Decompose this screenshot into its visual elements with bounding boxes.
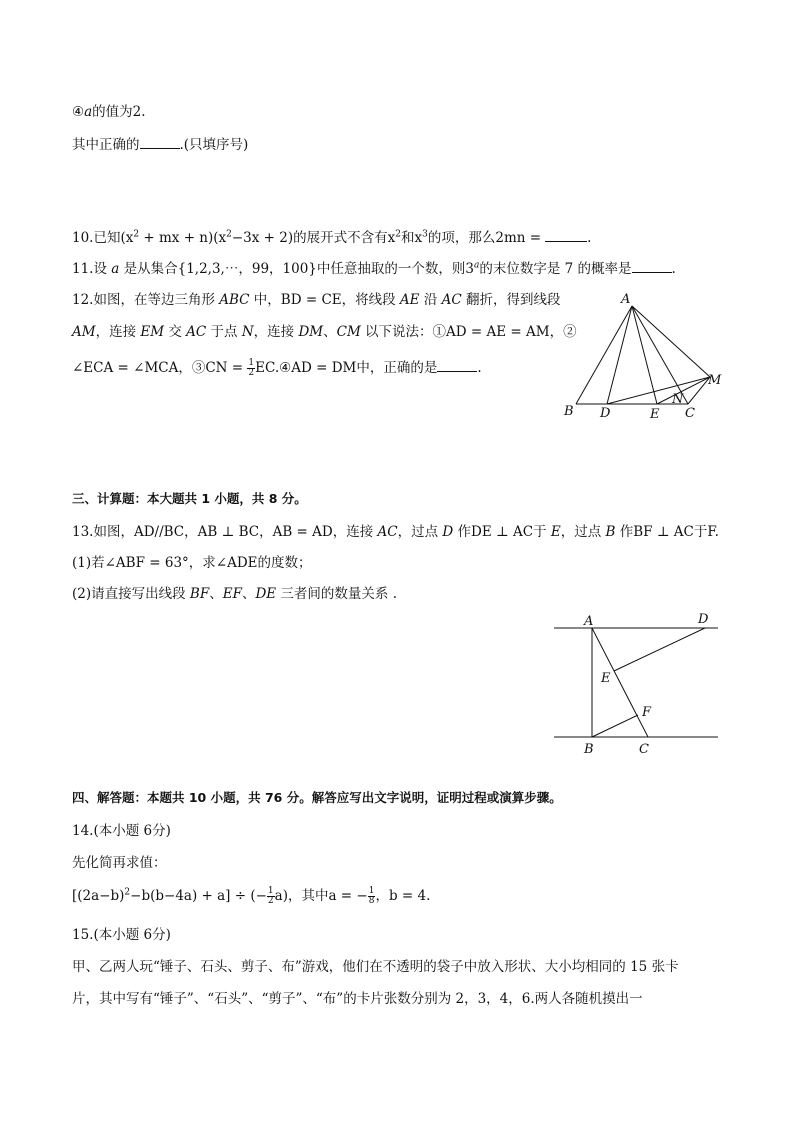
variable: E [550, 524, 561, 540]
segment-ae [632, 306, 657, 404]
text: 、 [209, 586, 223, 602]
text: −3x + 2)的展开式不含有x [231, 230, 396, 246]
text: 、 [241, 586, 256, 602]
variable: CM [336, 324, 361, 340]
segment-dm [607, 377, 710, 404]
question-14-instruction: 先化简再求值： [72, 855, 167, 871]
text: 翻折，得到线段 [461, 292, 561, 308]
question-13-part2 [72, 584, 397, 604]
label-c: C [685, 406, 695, 421]
label-d: D [698, 612, 709, 627]
question-12-line3 [72, 357, 482, 378]
variable: AE [399, 292, 420, 308]
text: ∠ECA = ∠MCA，③CN = [72, 360, 248, 376]
q9-item4 [72, 102, 146, 122]
text: a)，其中a = − [274, 888, 368, 904]
text: 的项，那么2mn = [427, 230, 542, 246]
section-3-heading: 三、计算题：本大题共 1 小题，共 8 分。 [72, 491, 307, 506]
text: + mx + n)(x [139, 230, 227, 246]
text: 、 [323, 324, 337, 340]
label-a: A [621, 292, 631, 307]
variable: a [111, 261, 120, 277]
answer-blank[interactable] [140, 134, 180, 149]
variable: EM [140, 324, 165, 340]
text: 沿 [419, 292, 442, 308]
answer-blank[interactable] [632, 258, 672, 273]
answer-blank[interactable] [437, 357, 477, 372]
text: 其中正确的 [72, 137, 140, 153]
variable: BF [189, 586, 210, 602]
question-15-line1: 甲、乙两人玩“锤子、石头、剪子、布”游戏，他们在不透明的袋子中放入形状、大小均相同的 15 张卡 [72, 959, 679, 975]
segment-ab [576, 306, 632, 404]
text: [(2a−b) [72, 888, 125, 904]
question-12-line2 [72, 322, 577, 342]
segment-em [657, 377, 710, 404]
label-n: N [672, 392, 684, 407]
question-11 [72, 258, 676, 279]
question-13-line1 [72, 522, 719, 542]
text: 作BF ⊥ AC于F. [615, 524, 719, 540]
numerator: 1 [267, 886, 274, 896]
variable: D [442, 524, 454, 540]
exponent: 2 [226, 229, 232, 240]
text: 于点 [206, 324, 242, 340]
variable: EF [222, 586, 242, 602]
variable: AM [72, 324, 96, 340]
text: ，连接 [95, 324, 141, 340]
text: (2)请直接写出线段 [72, 586, 190, 602]
text: 交 [164, 324, 187, 340]
text: 13.如图，AD//BC，AB ⊥ BC，AB = AD，连接 [72, 524, 378, 540]
label-m: M [708, 373, 722, 388]
variable: N [241, 324, 254, 340]
answer-blank[interactable] [545, 227, 587, 242]
exponent: 2 [124, 887, 131, 898]
text: . [671, 261, 676, 277]
text: 是从集合{1,2,3,⋯，99，100}中任意抽取的一个数，则3 [119, 261, 474, 277]
segment-ad [607, 306, 632, 404]
denominator: 2 [248, 368, 255, 378]
text: 12.如图，在等边三角形 [72, 292, 220, 308]
text: 的值为2. [92, 104, 146, 120]
q12-triangle-figure [560, 290, 730, 425]
denominator: 2 [267, 896, 274, 906]
text: 作DE ⊥ AC于 [453, 524, 551, 540]
exponent: 3 [422, 229, 428, 240]
exponent: a [473, 260, 480, 271]
exponent: 2 [133, 229, 140, 240]
variable: AC [377, 524, 398, 540]
text: EC.④AD = DM中，正确的是 [255, 360, 438, 376]
text: 三者间的数量关系 . [276, 586, 398, 602]
variable: DM [298, 324, 324, 340]
question-14-expression [72, 886, 430, 906]
label-f: F [642, 705, 652, 720]
text: ，过点 [560, 524, 606, 540]
segment-de [614, 628, 705, 671]
question-12-line1 [72, 290, 561, 310]
q13-parallel-lines-figure [550, 610, 725, 758]
text: ，b = 4. [375, 888, 431, 904]
segment-am [632, 306, 710, 377]
text: 11.设 [72, 261, 112, 277]
question-10 [72, 227, 591, 248]
segment-bf [592, 715, 638, 737]
numerator: 1 [248, 358, 255, 368]
label-e: E [650, 407, 660, 422]
item-number: ④ [72, 104, 85, 120]
text: −b(b−4a) + a] ÷ (− [130, 888, 267, 904]
section-4-heading: 四、解答题：本题共 10 小题，共 76 分。解答应写出文字说明，证明过程或演算步骤。 [72, 790, 562, 805]
question-13-part1: (1)若∠ABF = 63°，求∠ADE的度数； [72, 555, 312, 571]
numerator: 1 [368, 886, 375, 896]
text: 和x [401, 230, 423, 246]
text: 中，BD = CE，将线段 [249, 292, 400, 308]
label-d: D [600, 406, 611, 421]
question-15-line2: 片，其中写有“锤子”、“石头”、“剪子”、“布”的卡片张数分别为 2，3，4，6.两人各随机摸出一 [72, 991, 643, 1007]
fraction [267, 887, 275, 906]
question-14-heading: 14.(本小题 6分) [72, 823, 171, 839]
variable: DE [255, 586, 277, 602]
label-c: C [639, 742, 649, 757]
question-15-heading: 15.(本小题 6分) [72, 927, 171, 943]
segment-ac [632, 306, 688, 404]
variable: ABC [219, 292, 250, 308]
label-b: B [564, 404, 574, 419]
variable: B [605, 524, 616, 540]
text: .(只填序号) [179, 137, 249, 153]
q9-answer-line [72, 134, 248, 155]
text: 以下说法：①AD = AE = AM，② [360, 324, 577, 340]
label-a: A [584, 614, 594, 629]
text: . [587, 230, 592, 246]
fraction [247, 359, 255, 378]
text: ，连接 [253, 324, 299, 340]
denominator: 8 [368, 896, 375, 906]
label-e: E [601, 671, 611, 686]
variable: AC [186, 324, 207, 340]
exponent: 2 [395, 229, 401, 240]
text: . [477, 360, 482, 376]
variable: a [84, 104, 93, 120]
text: 10.已知(x [72, 230, 134, 246]
variable: AC [441, 292, 462, 308]
label-b: B [584, 742, 594, 757]
text: ，过点 [397, 524, 443, 540]
segment-cm [688, 377, 710, 404]
text: 的末位数字是 7 的概率是 [479, 261, 632, 277]
